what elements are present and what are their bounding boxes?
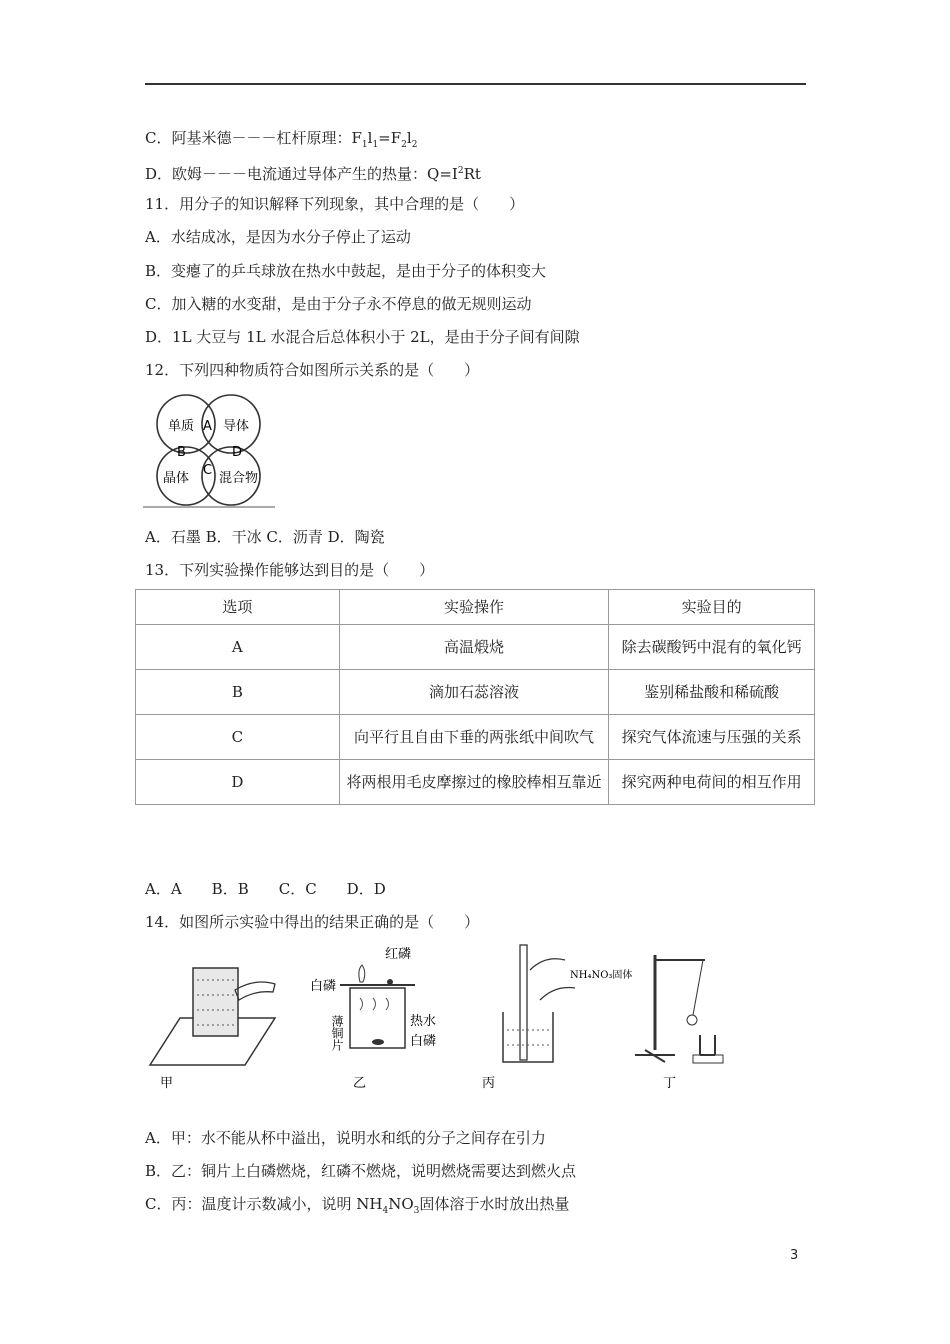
venn-label-3: 晶体 xyxy=(163,471,190,486)
venn-label-1: 单质 xyxy=(168,419,195,434)
venn-region-c: C xyxy=(203,463,213,478)
table-row xyxy=(136,625,815,670)
venn-region-a: A xyxy=(203,419,212,434)
q11-stem: 11．用分子的知识解释下列现象，其中合理的是（ ） xyxy=(145,195,525,213)
q13-options: A．A B．B C．C D．D xyxy=(145,880,386,898)
table-cell: B xyxy=(136,670,340,715)
table-cell: 探究气体流速与压强的关系 xyxy=(609,715,815,760)
q14-option-b: B．乙：铜片上白磷燃烧，红磷不燃烧，说明燃烧需要达到燃火点 xyxy=(145,1162,577,1180)
label-white-phosphorus-bottom: 白磷 xyxy=(410,1034,437,1049)
table-row xyxy=(136,760,815,805)
figure-jia xyxy=(150,968,275,1091)
label-red-phosphorus: 红磷 xyxy=(385,947,412,962)
venn-region-b: B xyxy=(177,445,186,460)
label-copper-plate: 薄铜片 xyxy=(330,1015,344,1051)
table-header: 选项 xyxy=(136,590,340,625)
table-header: 实验目的 xyxy=(609,590,815,625)
q11-option-d: D．1L 大豆与 1L 水混合后总体积小于 2L，是由于分子间有间隙 xyxy=(145,328,580,346)
figure-bing xyxy=(482,945,632,1091)
table-row xyxy=(136,715,815,760)
table-cell: A xyxy=(136,625,340,670)
table-cell: 高温煅烧 xyxy=(339,625,609,670)
table-cell: 向平行且自由下垂的两张纸中间吹气 xyxy=(339,715,609,760)
caption-jia: 甲 xyxy=(160,1076,174,1091)
experiment-table xyxy=(135,589,815,805)
label-hot-water: 热水 xyxy=(410,1014,437,1029)
experiment-figure xyxy=(145,940,735,1092)
q11-option-b: B．变瘪了的乒乓球放在热水中鼓起，是由于分子的体积变大 xyxy=(145,262,547,280)
table-cell: 探究两种电荷间的相互作用 xyxy=(609,760,815,805)
table-row xyxy=(136,670,815,715)
q10-option-c: C．阿基米德－－－杠杆原理：$F_1l_1=F_2l_2$ xyxy=(145,129,418,150)
table-header-row xyxy=(136,590,815,625)
caption-bing: 丙 xyxy=(482,1076,496,1091)
table-cell: 除去碳酸钙中混有的氧化钙 xyxy=(609,625,815,670)
q12-options: A．石墨 B．干冰 C．沥青 D．陶瓷 xyxy=(145,528,385,546)
q14-option-a: A．甲：水不能从杯中溢出，说明水和纸的分子之间存在引力 xyxy=(145,1129,546,1147)
header-rule xyxy=(145,83,806,85)
q14-option-c: C．丙：温度计示数减小，说明 $NH_4NO_3$固体溶于水时放出热量 xyxy=(145,1195,570,1216)
figure-ding xyxy=(635,955,723,1091)
venn-diagram xyxy=(143,392,275,510)
q12-stem: 12．下列四种物质符合如图所示关系的是（ ） xyxy=(145,361,480,379)
page-number: 3 xyxy=(790,1248,799,1263)
venn-label-4: 混合物 xyxy=(219,471,259,486)
caption-ding: 丁 xyxy=(663,1076,677,1091)
venn-label-2: 导体 xyxy=(223,419,250,434)
table-cell: 将两根用毛皮摩擦过的橡胶棒相互靠近 xyxy=(339,760,609,805)
label-white-phosphorus-top: 白磷 xyxy=(310,979,337,994)
table-cell: D xyxy=(136,760,340,805)
q11-option-a: A．水结成冰，是因为水分子停止了运动 xyxy=(145,228,411,246)
q14-stem: 14．如图所示实验中得出的结果正确的是（ ） xyxy=(145,913,480,931)
table-cell: 滴加石蕊溶液 xyxy=(339,670,609,715)
caption-yi: 乙 xyxy=(353,1076,367,1091)
q11-option-c: C．加入糖的水变甜，是由于分子永不停息的做无规则运动 xyxy=(145,295,532,313)
table-cell: C xyxy=(136,715,340,760)
q10-option-d: D．欧姆－－－电流通过导体产生的热量：$Q=I^2Rt$ xyxy=(145,165,481,183)
table-cell: 鉴别稀盐酸和稀硫酸 xyxy=(609,670,815,715)
label-nh4no3: NH₄NO₃固体 xyxy=(570,970,633,981)
figure-yi xyxy=(310,946,436,1091)
table-header: 实验操作 xyxy=(339,590,609,625)
q13-stem: 13．下列实验操作能够达到目的是（ ） xyxy=(145,561,435,579)
venn-region-d: D xyxy=(232,445,243,460)
